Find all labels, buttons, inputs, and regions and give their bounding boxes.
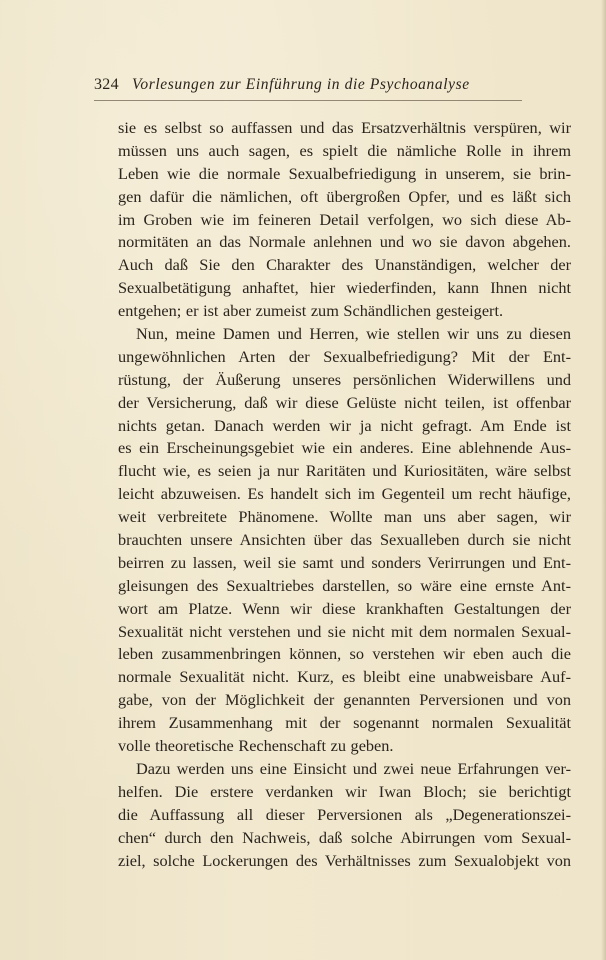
text-line: im Groben wie im feineren Detail verfolgen, wo sich diese Ab-	[118, 209, 571, 229]
text-line: es ein Erscheinungsgebiet wie ein anderes. Eine ablehnende Aus-	[118, 438, 571, 458]
page-edge-shadow	[601, 0, 606, 960]
text-line: der Versicherung, daß wir diese Gelüste nicht teilen, ist offenbar	[118, 392, 571, 412]
header-rule	[94, 100, 522, 101]
text-line: volle theoretische Rechenschaft zu geben.	[118, 736, 394, 756]
text-line: Auch daß Sie den Charakter des Unanständigen, welcher der	[118, 255, 571, 275]
text-line: die Auffassung all dieser Perversionen als „Degenerationszei-	[118, 804, 571, 824]
text-line: ziel, solche Lockerungen des Verhältnisses zum Sexualobjekt von	[118, 850, 571, 870]
text-line: brauchten unsere Ansichten über das Sexualleben durch sie nicht	[118, 530, 571, 550]
text-line: leben zusammenbringen können, so verstehen wir eben auch die	[118, 644, 571, 664]
text-line: ungewöhnlichen Arten der Sexualbefriedigung? Mit der Ent-	[118, 346, 571, 366]
page-number: 324	[94, 76, 119, 93]
text-line: rüstung, der Äußerung unseres persönlichen Widerwillens und	[118, 369, 571, 389]
text-line: Sexualität nicht verstehen und sie nicht mit dem normalen Sexual-	[118, 621, 571, 641]
text-line: Sexualbetätigung anhaftet, hier wiederfinden, kann Ihnen nicht	[118, 278, 571, 298]
text-line: müssen uns auch sagen, es spielt die nämliche Rolle in ihrem	[118, 140, 571, 160]
text-line: gabe, von der Möglichkeit der genannten Perversionen und von	[118, 690, 571, 710]
text-line: Leben wie die normale Sexualbefriedigung in unserem, sie brin-	[118, 163, 571, 183]
text-line: gen dafür die nämlichen, oft übergroßen Opfer, und es läßt sich	[118, 186, 571, 206]
body-text	[118, 117, 571, 872]
text-line: leicht abzuweisen. Es handelt sich im Gegenteil um recht häufige,	[118, 484, 571, 504]
text-line: normale Sexualität nicht. Kurz, es bleibt eine unabweisbare Auf-	[118, 667, 571, 687]
page-header	[94, 72, 524, 96]
text-line: Dazu werden uns eine Einsicht und zwei neue Erfahrungen ver-	[136, 758, 571, 778]
text-line: weit verbreitete Phänomene. Wollte man uns aber sagen, wir	[118, 507, 571, 527]
text-line: wort am Platze. Wenn wir diese krankhaften Gestaltungen der	[118, 598, 571, 618]
text-line: Nun, meine Damen und Herren, wie stellen wir uns zu diesen	[136, 324, 571, 344]
text-line: helfen. Die erstere verdanken wir Iwan Bloch; sie berichtigt	[118, 781, 571, 801]
text-line: nichts getan. Danach werden wir ja nicht gefragt. Am Ende ist	[118, 415, 571, 435]
text-line: beirren zu lassen, weil sie samt und sonders Verirrungen und Ent-	[118, 552, 571, 572]
text-line: entgehen; er ist aber zumeist zum Schändlichen gesteigert.	[118, 301, 504, 321]
running-head: Vorlesungen zur Einführung in die Psychoanalyse	[132, 76, 470, 93]
text-line: chen“ durch den Nachweis, daß solche Abirrungen vom Sexual-	[118, 827, 571, 847]
text-line: sie es selbst so auffassen und das Ersatzverhältnis verspüren, wir	[118, 118, 571, 137]
text-line: flucht wie, es seien ja nur Raritäten und Kuriositäten, wäre selbst	[118, 461, 571, 481]
text-line: gleisungen des Sexualtriebes darstellen, so wäre eine ernste Ant-	[118, 575, 571, 595]
text-line: ihrem Zusammenhang mit der sogenannt normalen Sexualität	[118, 713, 571, 733]
text-line: normitäten an das Normale anlehnen und wo sie davon abgehen.	[118, 232, 571, 252]
